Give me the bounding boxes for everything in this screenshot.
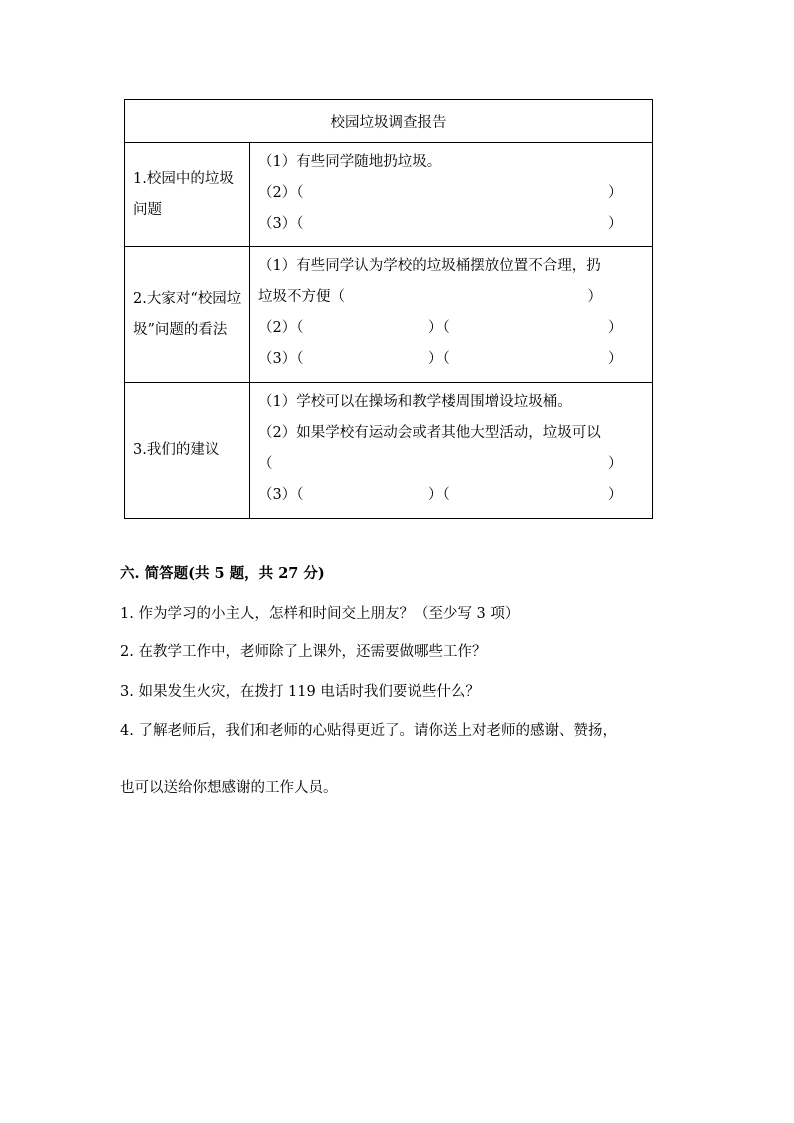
- answer-blank-line[interactable]: （1）有些同学认为学校的垃圾桶摆放位置不合理，扔垃圾不方便（ ）: [258, 258, 602, 305]
- row-label-text: 1.校园中的垃圾问题: [133, 170, 234, 218]
- row-label-text: 3.我们的建议: [133, 442, 220, 458]
- survey-report-table: [124, 99, 653, 519]
- row-label-opinions: [125, 247, 250, 383]
- row-label-suggestions: [125, 383, 250, 519]
- question-item: 也可以送给你想感谢的工作人员。: [120, 780, 338, 796]
- question-item: 2. 在教学工作中，老师除了上课外，还需要做哪些工作？: [120, 644, 487, 660]
- row-label-problems: [125, 143, 250, 247]
- report-title: 校园垃圾调查报告: [125, 100, 653, 143]
- section-title: 六. 简答题(共 5 题，共 27 分): [120, 565, 325, 582]
- content-line: （1）学校可以在操场和教学楼周围增设垃圾桶。: [258, 394, 572, 410]
- answer-blank-line[interactable]: （3）（ ）: [258, 216, 623, 232]
- answer-blank-line[interactable]: （2）（ ）: [258, 185, 623, 201]
- question-item: 3. 如果发生火灾，在拨打 119 电话时我们要说些什么？: [120, 684, 480, 700]
- question-item: 1. 作为学习的小主人，怎样和时间交上朋友？（至少写 3 项）: [120, 606, 520, 622]
- answer-blank-line[interactable]: （3）（ ）（ ）: [258, 487, 623, 503]
- row-content-opinions: [250, 247, 653, 383]
- row-content-problems: [250, 143, 653, 247]
- answer-blank-line[interactable]: （ ）: [258, 456, 623, 472]
- question-item: 4. 了解老师后，我们和老师的心贴得更近了。请你送上对老师的感谢、赞扬，: [120, 723, 617, 739]
- answer-blank-line[interactable]: （2）（ ）（ ）: [258, 320, 623, 336]
- answer-blank-line[interactable]: （3）（ ）（ ）: [258, 351, 623, 367]
- row-label-text: 2.大家对“校园垃圾”问题的看法: [133, 290, 242, 338]
- row-content-suggestions: [250, 383, 653, 519]
- content-line: （2）如果学校有运动会或者其他大型活动，垃圾可以: [258, 425, 601, 441]
- content-line: （1）有些同学随地扔垃圾。: [258, 154, 442, 170]
